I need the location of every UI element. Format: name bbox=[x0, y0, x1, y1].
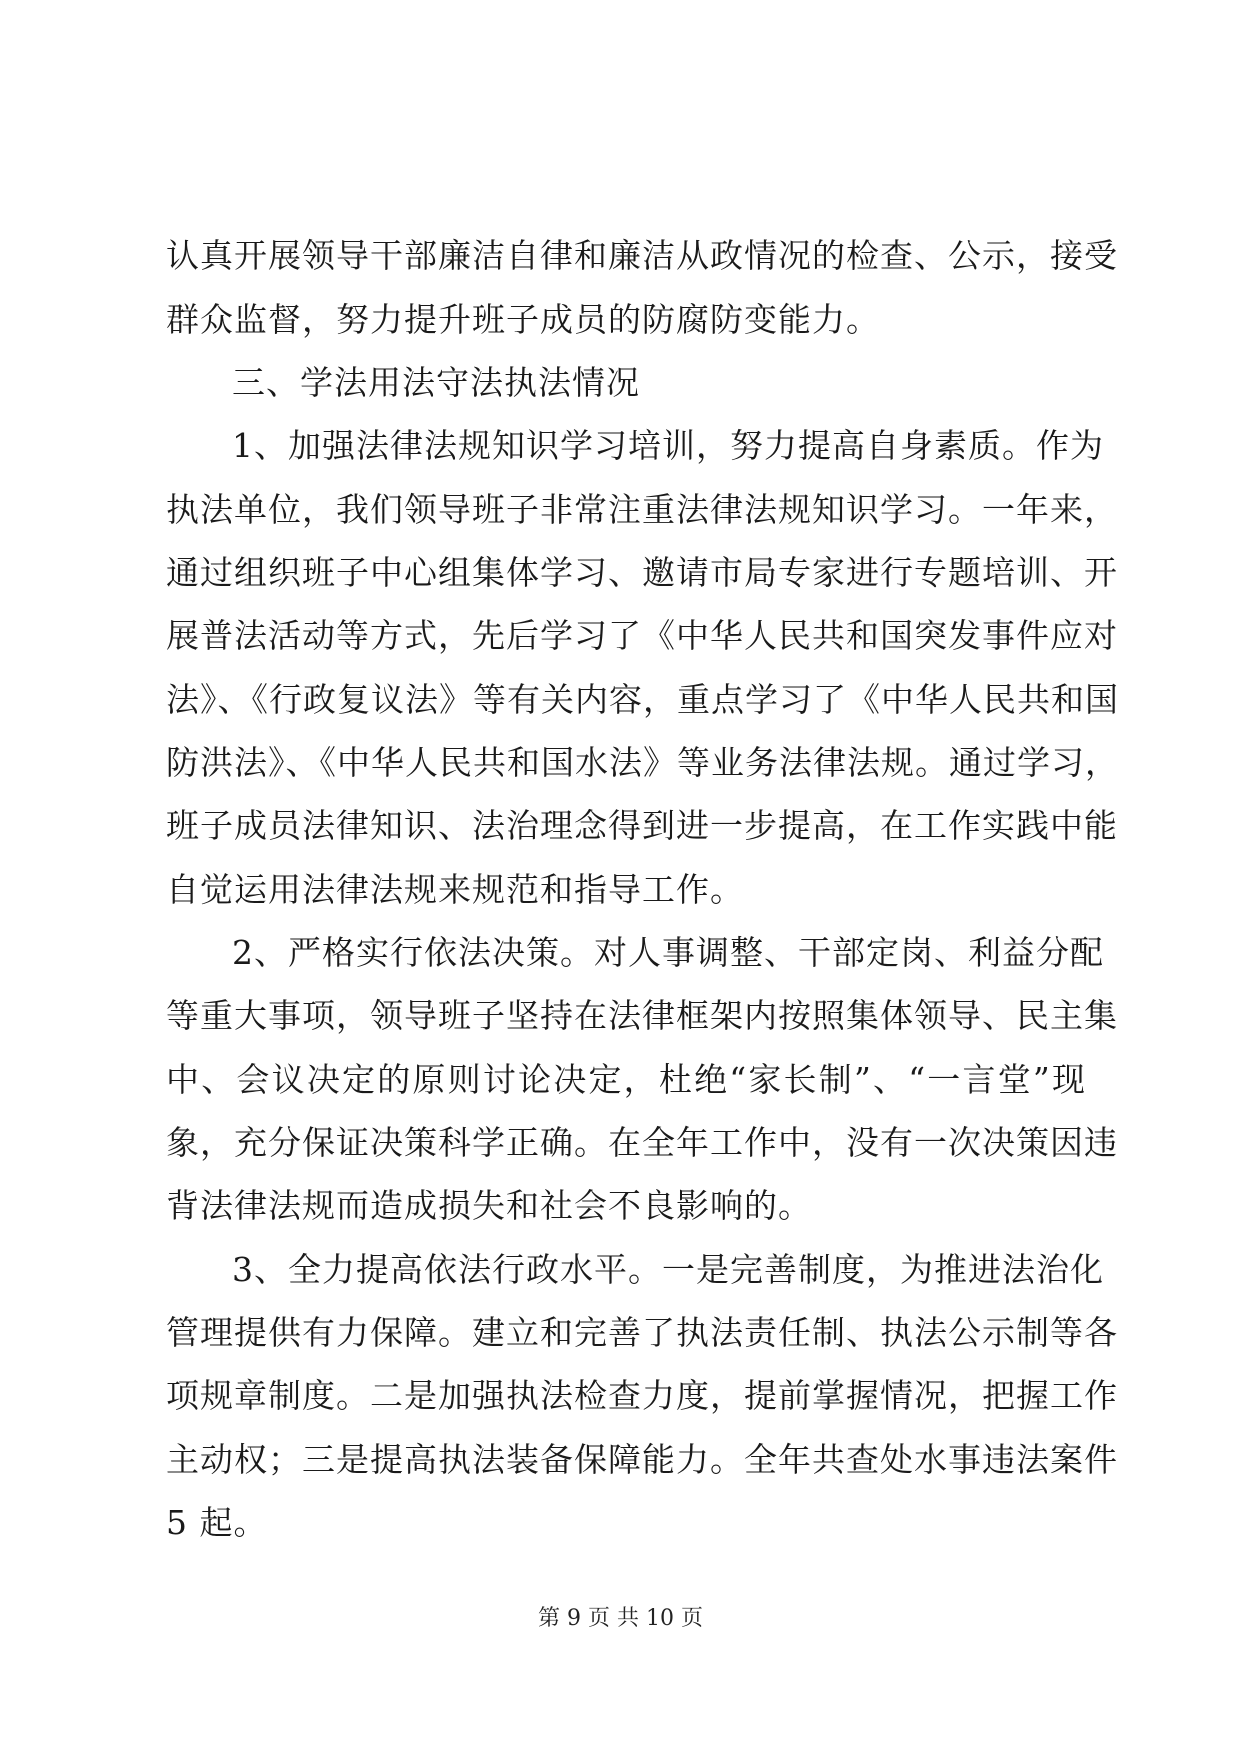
text-line-19: 项规章制度。二是加强执法检查力度，提前掌握情况，把握工作 bbox=[166, 1376, 1118, 1415]
text-line-20: 主动权；三是提高执法装备保障能力。全年共查处水事违法案件 bbox=[166, 1440, 1118, 1479]
text-line-7: 展普法活动等方式，先后学习了《中华人民共和国突发事件应对 bbox=[166, 616, 1118, 655]
text-line-16: 背法律法规而造成损失和社会不良影响的。 bbox=[166, 1186, 812, 1225]
text-line-17: 3、全力提高依法行政水平。一是完善制度，为推进法治化 bbox=[232, 1250, 1104, 1289]
text-line-6: 通过组织班子中心组集体学习、邀请市局专家进行专题培训、开 bbox=[166, 553, 1118, 592]
text-line-14: 中、会议决定的原则讨论决定，杜绝“家长制”、“一言堂”现 bbox=[166, 1060, 1086, 1099]
text-line-11: 自觉运用法律法规来规范和指导工作。 bbox=[166, 870, 744, 909]
text-line-15: 象，充分保证决策科学正确。在全年工作中，没有一次决策因违 bbox=[166, 1123, 1118, 1162]
page-number-footer: 第 9 页 共 10 页 bbox=[538, 1606, 703, 1631]
text-line-5: 执法单位，我们领导班子非常注重法律法规知识学习。一年来， bbox=[166, 490, 1118, 529]
section-heading: 三、学法用法守法执法情况 bbox=[232, 363, 640, 402]
text-line-9: 防洪法》、《中华人民共和国水法》等业务法律法规。通过学习， bbox=[166, 743, 1119, 782]
text-line-8: 法》、《行政复议法》等有关内容，重点学习了《中华人民共和国 bbox=[166, 680, 1119, 719]
text-line-21: 5 起。 bbox=[166, 1503, 268, 1542]
text-line-1: 认真开展领导干部廉洁自律和廉洁从政情况的检查、公示，接受 bbox=[166, 236, 1118, 275]
text-line-2: 群众监督，努力提升班子成员的防腐防变能力。 bbox=[166, 300, 880, 339]
text-line-12: 2、严格实行依法决策。对人事调整、干部定岗、利益分配 bbox=[232, 933, 1104, 972]
text-line-4: 1、加强法律法规知识学习培训，努力提高自身素质。作为 bbox=[232, 426, 1104, 465]
text-line-18: 管理提供有力保障。建立和完善了执法责任制、执法公示制等各 bbox=[166, 1313, 1118, 1352]
text-line-13: 等重大事项，领导班子坚持在法律框架内按照集体领导、民主集 bbox=[166, 996, 1118, 1035]
text-line-10: 班子成员法律知识、法治理念得到进一步提高，在工作实践中能 bbox=[166, 806, 1118, 845]
